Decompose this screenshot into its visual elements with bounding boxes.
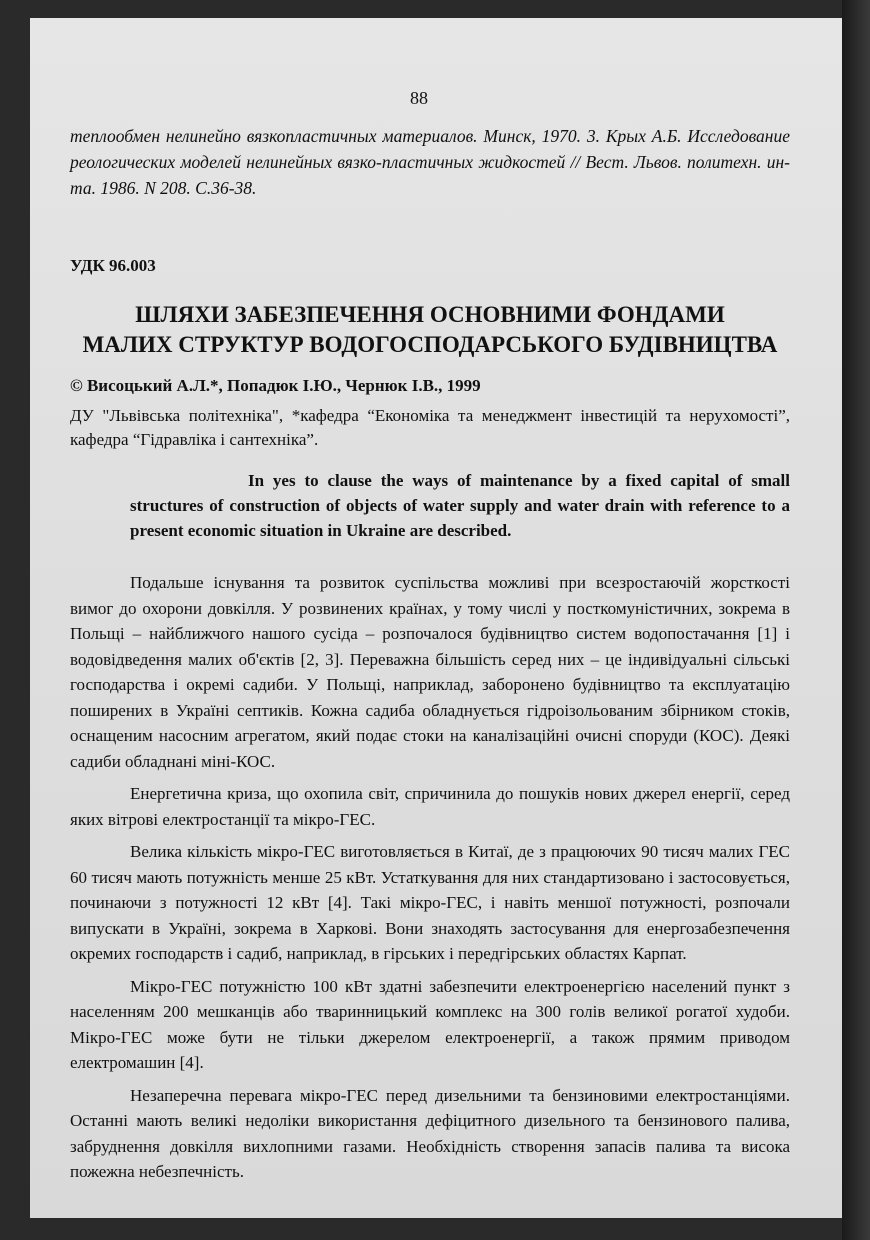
paragraph: Мікро-ГЕС потужністю 100 кВт здатні забезпечити електроенергією населений пункт з населенням 200 мешканців або тваринницький комплекс на 300 голів великої рогатої худоби. Мікро-ГЕС може бути не тільки джерелом електроенергії, а також прямим приводом електромашин [4]. — [70, 976, 790, 1072]
paragraph: Незаперечна перевага мікро-ГЕС перед дизельними та бензиновими електростанціями. Останні мають великі недоліки використання дефіцитного дизельного та бензинового палива, забруднення довкілля вихлопними газами. Необхідність створення запасів палива та висока пожежна небезпечність. — [70, 1085, 790, 1181]
scanner-edge — [842, 0, 870, 1240]
authors: © Висоцький А.Л.*, Попадюк І.Ю., Чернюк І.В., 1999 — [70, 376, 481, 395]
udk-code: УДК 96.003 — [70, 256, 156, 275]
paragraph: Енергетична криза, що охопила світ, спричинила до пошуків нових джерел енергії, серед яких вітрові електростанції та мікро-ГЕС. — [70, 784, 790, 829]
references-tail: теплообмен нелинейно вязкопластичных материалов. Минск, 1970. 3. Крых А.Б. Исследование реологических моделей нелинейных вязко-пластичных жидкостей // Вест. Львов. политехн. ин-та. 1986. N 208. С.36-38. — [70, 126, 790, 198]
title-line-1: ШЛЯХИ ЗАБЕЗПЕЧЕННЯ ОСНОВНИМИ ФОНДАМИ — [135, 302, 725, 327]
affiliation: ДУ "Львівська політехніка", *кафедра “Економіка та менеджмент інвестицій та нерухомості”, кафедра “Гідравліка і сантехніка”. — [70, 406, 790, 449]
abstract: In yes to clause the ways of maintenance by a fixed capital of small structures of construction of objects of water supply and water drain with reference to a present economic situation in Ukraine are described. — [130, 471, 790, 540]
paragraph: Подальше існування та розвиток суспільства можливі при всезростаючій жорсткості вимог до охорони довкілля. У розвинених країнах, у тому числі у посткомуністичних, зокрема в Польщі – найближчого нашого сусіда – розпочалося будівництво систем водопостачання [1] і водовідведення малих об'єктів [2, 3]. Переважна більшість серед них – це індивідуальні сільські господарства і окремі садиби. У Польщі, наприклад, заборонено будівництво та експлуатацію поширених в Україні септиків. Кожна садиба обладнується гідроізольованим збірником стоків, оснащеним насосним агрегатом, який подає стоки на каналізаційні очисні споруди (КОС). Деякі садиби обладнані міні-КОС. — [70, 573, 790, 771]
scanned-page — [30, 18, 842, 1218]
title-line-2: МАЛИХ СТРУКТУР ВОДОГОСПОДАРСЬКОГО БУДІВНИЦТВА — [82, 332, 778, 357]
paragraph: Велика кількість мікро-ГЕС виготовляється в Китаї, де з працюючих 90 тисяч малих ГЕС 60 тисяч мають потужність менше 25 кВт. Устаткування для них стандартизовано і застосовується, починаючи з потужності 12 кВт [4]. Такі мікро-ГЕС, і навіть меншої потужності, розпочали випускати в Україні, зокрема в Харкові. Вони знаходять застосування для енергозабезпечення окремих господарств і садиб, наприклад, в гірських і передгірських областях Карпат. — [70, 842, 790, 963]
body-text — [70, 570, 790, 1192]
article-title — [70, 300, 790, 360]
page-number: 88 — [410, 88, 428, 108]
